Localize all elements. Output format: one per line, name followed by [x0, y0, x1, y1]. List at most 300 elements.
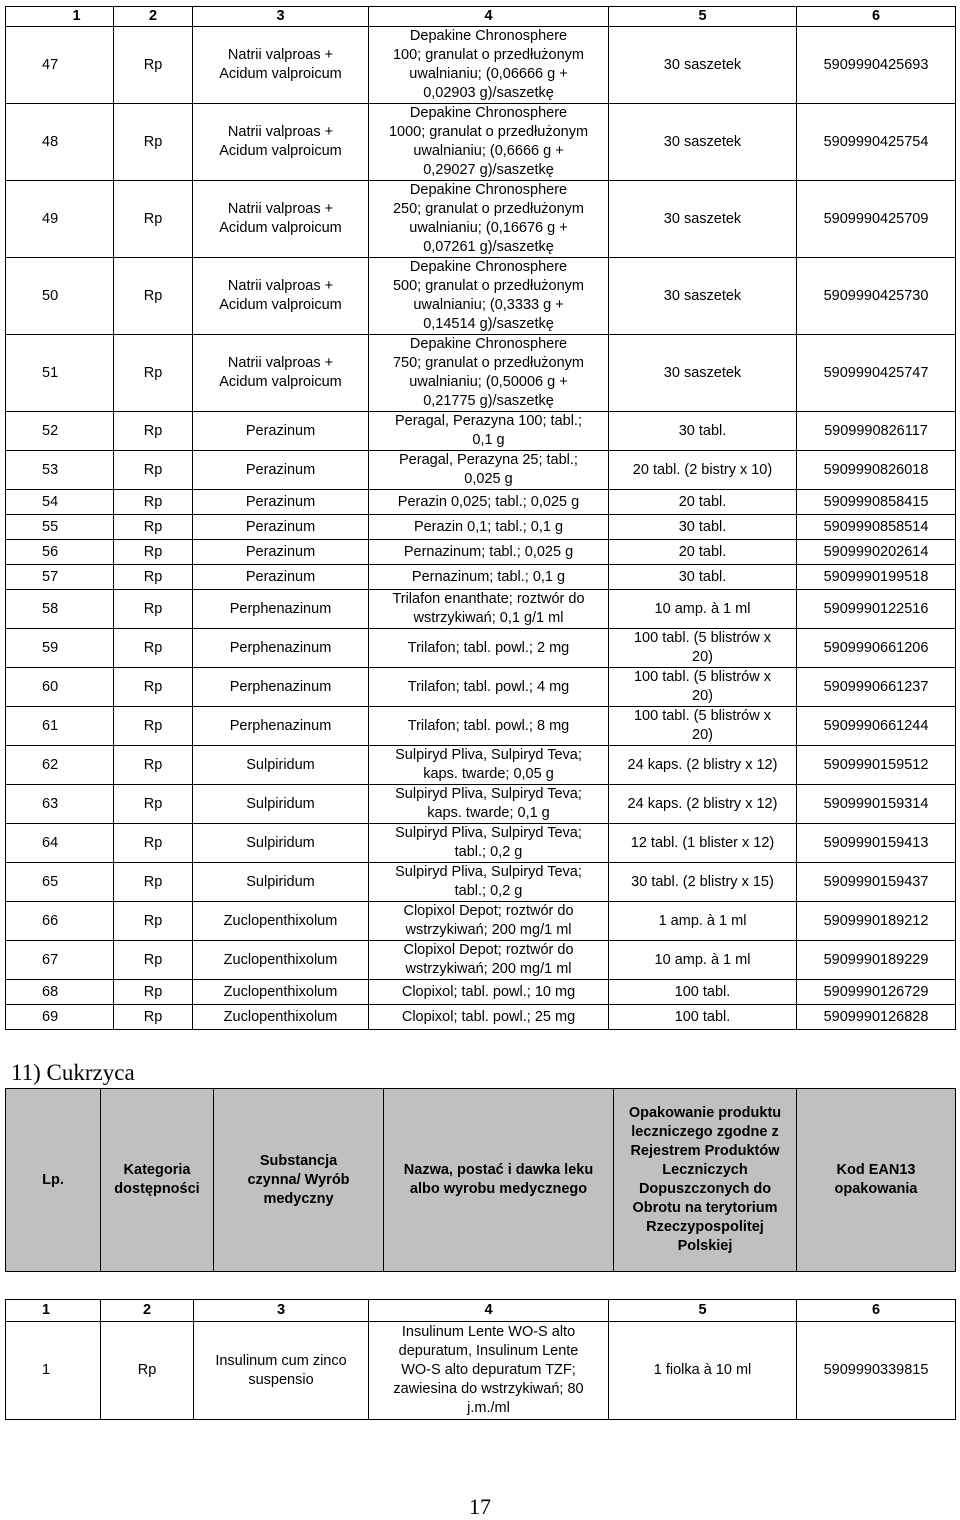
row-package [609, 824, 797, 863]
row-product-name-line: Clopixol; tabl. powl.; 25 mg [401, 1008, 576, 1025]
row-substance-line: Perphenazinum [229, 717, 332, 734]
row-product-name-line: Trilafon; tabl. powl.; 8 mg [407, 717, 570, 734]
column-number: 6 [797, 1300, 956, 1322]
row-product-name [369, 565, 609, 590]
row-lp: 60 [6, 668, 114, 707]
row-package [609, 258, 797, 335]
row-package [609, 980, 797, 1005]
row-product-name [369, 1322, 609, 1420]
row-product-name-line: Sulpiryd Pliva, Sulpiryd Teva; [395, 786, 582, 802]
row-product-name-line: 0,14514 g)/saszetkę [423, 316, 554, 332]
row-product-name-line: Clopixol Depot; roztwór do [403, 903, 574, 919]
row-product-name [369, 451, 609, 490]
row-ean: 5909990122516 [797, 590, 956, 629]
row-lp: 61 [6, 707, 114, 746]
row-category: Rp [114, 515, 193, 540]
header-cell [101, 1089, 214, 1272]
column-number: 3 [194, 1300, 369, 1322]
row-category: Rp [114, 902, 193, 941]
row-product-name-line: 0,1 g [472, 432, 505, 448]
row-category: Rp [114, 863, 193, 902]
row-package [609, 863, 797, 902]
row-product-name-line: 500; granulat o przedłużonym [392, 278, 585, 294]
row-product-name-line: 0,21775 g)/saszetkę [423, 393, 554, 409]
row-product-name-line: Depakine Chronosphere [409, 28, 568, 44]
column-number: 5 [609, 7, 797, 27]
row-ean: 5909990189212 [797, 902, 956, 941]
row-package [609, 707, 797, 746]
row-ean: 5909990126729 [797, 980, 956, 1005]
row-category: Rp [114, 565, 193, 590]
column-number-row [6, 7, 956, 27]
row-product-name [369, 490, 609, 515]
header-cell [797, 1089, 956, 1272]
row-substance-line: Natrii valproas + [227, 355, 334, 371]
row-ean: 5909990339815 [797, 1322, 956, 1420]
header-cell-line: Substancja [259, 1152, 338, 1169]
row-substance [193, 104, 369, 181]
row-lp: 65 [6, 863, 114, 902]
row-product-name [369, 980, 609, 1005]
header-cell-line: Leczniczych [662, 1162, 748, 1178]
row-ean: 5909990425730 [797, 258, 956, 335]
table-row [6, 258, 956, 335]
row-substance [193, 629, 369, 668]
header-cell-line: Rejestrem Produktów [630, 1143, 780, 1159]
header-cell-line: Rzeczypospolitej [646, 1219, 764, 1235]
row-product-name [369, 104, 609, 181]
row-package-line: 30 tabl. [678, 518, 727, 535]
row-product-name-line: Pernazinum; tabl.; 0,025 g [403, 543, 574, 560]
table-row [6, 412, 956, 451]
row-product-name-line: 0,29027 g)/saszetkę [423, 162, 554, 178]
header-cell-line: czynna/ Wyrób [247, 1171, 350, 1188]
row-ean: 5909990858415 [797, 490, 956, 515]
table-row [6, 863, 956, 902]
row-product-name [369, 629, 609, 668]
row-product-name-line: uwalnianiu; (0,6666 g + [413, 143, 564, 159]
row-package-line: 100 tabl. (5 blistrów x [633, 708, 771, 724]
row-product-name-line: Depakine Chronosphere [409, 259, 568, 275]
row-ean: 5909990189229 [797, 941, 956, 980]
row-package [609, 540, 797, 565]
row-lp: 67 [6, 941, 114, 980]
header-cell-line: albo wyrobu medycznego [409, 1181, 588, 1197]
row-product-name [369, 746, 609, 785]
table-row [6, 590, 956, 629]
row-category: Rp [114, 824, 193, 863]
row-substance-line: Acidum valproicum [219, 66, 342, 82]
row-product-name [369, 590, 609, 629]
header-cell-line: dostępności [114, 1181, 200, 1197]
row-category: Rp [114, 258, 193, 335]
row-substance [193, 941, 369, 980]
row-ean: 5909990126828 [797, 1005, 956, 1030]
row-product-name-line: 0,025 g [464, 471, 513, 487]
row-substance-line: Perazinum [245, 543, 316, 560]
header-cell-line: leczniczego zgodne z [631, 1124, 779, 1140]
row-substance-line: Perphenazinum [229, 600, 332, 617]
header-cell [614, 1089, 797, 1272]
row-category: Rp [114, 980, 193, 1005]
row-lp: 63 [6, 785, 114, 824]
row-product-name-line: Sulpiryd Pliva, Sulpiryd Teva; [395, 747, 582, 763]
row-ean: 5909990159314 [797, 785, 956, 824]
row-substance-line: Acidum valproicum [219, 143, 342, 159]
row-substance-line: Perazinum [245, 422, 316, 439]
table-row [6, 629, 956, 668]
row-package [609, 412, 797, 451]
row-ean: 5909990425693 [797, 27, 956, 104]
row-product-name [369, 515, 609, 540]
row-package [609, 515, 797, 540]
row-product-name-line: uwalnianiu; (0,50006 g + [409, 374, 568, 390]
row-category: Rp [114, 590, 193, 629]
row-product-name-line: Peragal, Perazyna 25; tabl.; [399, 452, 578, 468]
row-lp: 53 [6, 451, 114, 490]
row-substance [193, 412, 369, 451]
row-product-name-line: Sulpiryd Pliva, Sulpiryd Teva; [395, 864, 582, 880]
row-ean: 5909990425754 [797, 104, 956, 181]
row-product-name-line: wstrzykiwań; 0,1 g/1 ml [413, 610, 564, 626]
column-number: 6 [797, 7, 956, 27]
drug-table-psychiatric [5, 6, 956, 1030]
table-row [6, 941, 956, 980]
drug-table-diabetes [5, 1299, 956, 1420]
table-row [6, 540, 956, 565]
row-lp: 69 [6, 1005, 114, 1030]
row-ean: 5909990661244 [797, 707, 956, 746]
row-lp: 64 [6, 824, 114, 863]
row-substance-line: Zuclopenthixolum [223, 983, 338, 1000]
row-product-name-line: 1000; granulat o przedłużonym [388, 124, 589, 140]
row-lp: 62 [6, 746, 114, 785]
row-substance-line: Insulinum cum zinco [215, 1352, 347, 1369]
row-lp: 66 [6, 902, 114, 941]
row-product-name [369, 412, 609, 451]
table-row [6, 515, 956, 540]
row-substance [193, 590, 369, 629]
row-lp: 58 [6, 590, 114, 629]
row-product-name-line: 100; granulat o przedłużonym [392, 47, 585, 63]
column-number: 1 [6, 7, 114, 27]
row-substance [193, 335, 369, 412]
row-product-name-line: wstrzykiwań; 200 mg/1 ml [405, 961, 572, 977]
row-product-name-line: Trilafon; tabl. powl.; 2 mg [407, 639, 570, 656]
row-product-name-line: Perazin 0,1; tabl.; 0,1 g [413, 518, 564, 535]
column-number: 3 [193, 7, 369, 27]
row-product-name [369, 258, 609, 335]
table-row [6, 335, 956, 412]
row-substance-line: Zuclopenthixolum [223, 1008, 338, 1025]
row-substance-line: Zuclopenthixolum [223, 912, 338, 929]
row-package-line: 20 tabl. (2 bistry x 10) [632, 461, 773, 478]
row-product-name-line: Trilafon enanthate; roztwór do [392, 591, 585, 607]
row-package-line: 100 tabl. [674, 983, 731, 1000]
row-category: Rp [114, 181, 193, 258]
row-substance [193, 980, 369, 1005]
table-row [6, 565, 956, 590]
row-lp: 51 [6, 335, 114, 412]
row-category: Rp [114, 629, 193, 668]
row-substance-line: Natrii valproas + [227, 124, 334, 140]
row-product-name-line: Insulinum Lente WO-S alto [401, 1324, 576, 1340]
row-lp: 55 [6, 515, 114, 540]
row-category: Rp [114, 104, 193, 181]
column-header-table [5, 1088, 956, 1272]
row-package-line: 30 tabl. (2 blistry x 15) [631, 873, 774, 890]
row-product-name-line: Trilafon; tabl. powl.; 4 mg [407, 678, 570, 695]
row-product-name [369, 824, 609, 863]
row-category: Rp [114, 1005, 193, 1030]
row-substance-line: Sulpiridum [246, 834, 315, 851]
row-product-name-line: zawiesina do wstrzykiwań; 80 [393, 1381, 584, 1397]
row-package [609, 902, 797, 941]
row-package-line: 24 kaps. (2 blistry x 12) [627, 756, 778, 773]
row-ean: 5909990858514 [797, 515, 956, 540]
row-package [609, 785, 797, 824]
row-substance-line: suspensio [248, 1371, 314, 1388]
row-lp: 56 [6, 540, 114, 565]
row-package [609, 104, 797, 181]
row-product-name [369, 902, 609, 941]
row-package [609, 590, 797, 629]
row-product-name-line: WO-S alto depuratum TZF; [401, 1362, 576, 1378]
row-lp: 48 [6, 104, 114, 181]
row-product-name-line: 0,02903 g)/saszetkę [423, 85, 554, 101]
header-cell-line: opakowania [834, 1181, 918, 1197]
row-substance [193, 902, 369, 941]
row-package-line: 30 saszetek [663, 287, 742, 304]
row-substance [193, 824, 369, 863]
row-package [609, 27, 797, 104]
row-product-name-line: 750; granulat o przedłużonym [392, 355, 585, 371]
row-substance-line: Perazinum [245, 493, 316, 510]
row-substance-line: Sulpiridum [246, 873, 315, 890]
row-package [609, 181, 797, 258]
column-number-row [6, 1300, 956, 1322]
row-package [609, 451, 797, 490]
table-row [6, 668, 956, 707]
row-category: Rp [114, 746, 193, 785]
row-product-name-line: uwalnianiu; (0,16676 g + [409, 220, 568, 236]
header-cell-line: Lp. [42, 1171, 64, 1188]
row-substance [193, 707, 369, 746]
table-row [6, 1322, 956, 1420]
row-product-name-line: kaps. twarde; 0,1 g [427, 805, 550, 821]
row-product-name-line: Clopixol Depot; roztwór do [403, 942, 574, 958]
row-substance-line: Natrii valproas + [227, 278, 334, 294]
row-substance [193, 668, 369, 707]
row-package [609, 565, 797, 590]
row-package-line: 1 amp. à 1 ml [658, 912, 747, 929]
row-lp: 52 [6, 412, 114, 451]
row-package-line: 10 amp. à 1 ml [654, 600, 751, 617]
table-row [6, 27, 956, 104]
row-substance-line: Acidum valproicum [219, 220, 342, 236]
row-lp: 49 [6, 181, 114, 258]
column-number: 5 [609, 1300, 797, 1322]
row-substance [193, 490, 369, 515]
row-category: Rp [114, 335, 193, 412]
row-package [609, 746, 797, 785]
row-package-line: 20) [692, 727, 713, 743]
row-category: Rp [114, 412, 193, 451]
row-package-line: 30 saszetek [663, 133, 742, 150]
row-substance-line: Acidum valproicum [219, 374, 342, 390]
row-category: Rp [101, 1322, 194, 1420]
row-product-name-line: uwalnianiu; (0,06666 g + [409, 66, 568, 82]
row-substance-line: Natrii valproas + [227, 47, 334, 63]
table-row [6, 824, 956, 863]
row-substance-line: Sulpiridum [246, 795, 315, 812]
row-ean: 5909990202614 [797, 540, 956, 565]
header-cell-line: Kod EAN13 [836, 1162, 916, 1178]
row-product-name-line: Sulpiryd Pliva, Sulpiryd Teva; [395, 825, 582, 841]
row-product-name-line: 250; granulat o przedłużonym [392, 201, 585, 217]
header-cell-line: Dopuszczonych do [638, 1181, 772, 1197]
row-ean: 5909990826018 [797, 451, 956, 490]
row-package-line: 20 tabl. [678, 493, 727, 510]
row-package-line: 30 tabl. [678, 568, 727, 585]
row-package [609, 490, 797, 515]
row-substance [193, 181, 369, 258]
header-cell [384, 1089, 614, 1272]
row-package-line: 20 tabl. [678, 543, 727, 560]
row-substance [193, 451, 369, 490]
row-ean: 5909990199518 [797, 565, 956, 590]
row-package-line: 30 tabl. [678, 422, 727, 439]
row-substance [193, 27, 369, 104]
row-product-name [369, 181, 609, 258]
header-cell-line: Polskiej [677, 1238, 733, 1254]
header-cell-line: Obrotu na terytorium [632, 1200, 778, 1216]
row-category: Rp [114, 540, 193, 565]
row-substance [193, 785, 369, 824]
row-substance [193, 515, 369, 540]
row-category: Rp [114, 707, 193, 746]
row-package-line: 30 saszetek [663, 56, 742, 73]
row-product-name [369, 335, 609, 412]
table-row [6, 746, 956, 785]
row-product-name [369, 707, 609, 746]
row-product-name-line: Pernazinum; tabl.; 0,1 g [411, 568, 566, 585]
row-substance-line: Natrii valproas + [227, 201, 334, 217]
row-ean: 5909990159413 [797, 824, 956, 863]
row-package [609, 629, 797, 668]
row-package-line: 1 fiolka à 10 ml [653, 1362, 752, 1378]
column-number: 2 [101, 1300, 194, 1322]
row-substance [193, 863, 369, 902]
row-substance-line: Perazinum [245, 518, 316, 535]
row-package-line: 20) [692, 649, 713, 665]
row-lp: 50 [6, 258, 114, 335]
row-ean: 5909990159512 [797, 746, 956, 785]
header-cell [6, 1089, 101, 1272]
row-ean: 5909990661237 [797, 668, 956, 707]
page-number: 17 [469, 1494, 491, 1519]
row-product-name [369, 785, 609, 824]
row-package [609, 941, 797, 980]
row-product-name [369, 941, 609, 980]
row-substance-line: Perazinum [245, 568, 316, 585]
row-product-name-line: j.m./ml [467, 1400, 510, 1416]
row-product-name-line: Peragal, Perazyna 100; tabl.; [394, 413, 582, 429]
row-substance-line: Perphenazinum [229, 639, 332, 656]
row-product-name [369, 540, 609, 565]
row-product-name-line: tabl.; 0,2 g [454, 844, 523, 860]
row-package-line: 100 tabl. (5 blistrów x [633, 669, 771, 685]
row-package-line: 24 kaps. (2 blistry x 12) [627, 795, 778, 812]
row-substance-line: Perazinum [245, 461, 316, 478]
row-ean: 5909990826117 [797, 412, 956, 451]
row-substance [193, 258, 369, 335]
row-package-line: 10 amp. à 1 ml [654, 951, 751, 968]
row-category: Rp [114, 490, 193, 515]
row-package-line: 12 tabl. (1 blister x 12) [630, 834, 775, 851]
row-substance [193, 746, 369, 785]
row-lp: 57 [6, 565, 114, 590]
table-row [6, 902, 956, 941]
table-row [6, 181, 956, 258]
row-package-line: 30 saszetek [663, 210, 742, 227]
row-package-line: 30 saszetek [663, 364, 742, 381]
row-product-name [369, 863, 609, 902]
row-package-line: 100 tabl. [674, 1008, 731, 1025]
row-substance [194, 1322, 369, 1420]
row-package [609, 335, 797, 412]
row-product-name-line: depuratum, Insulinum Lente [398, 1343, 579, 1359]
row-product-name-line: Perazin 0,025; tabl.; 0,025 g [397, 493, 580, 510]
row-ean: 5909990425747 [797, 335, 956, 412]
section-title: 11) Cukrzyca [11, 1060, 135, 1085]
row-product-name-line: Depakine Chronosphere [409, 336, 568, 352]
row-category: Rp [114, 941, 193, 980]
row-lp: 68 [6, 980, 114, 1005]
row-product-name-line: wstrzykiwań; 200 mg/1 ml [405, 922, 572, 938]
table-row [6, 490, 956, 515]
row-ean: 5909990425709 [797, 181, 956, 258]
row-ean: 5909990661206 [797, 629, 956, 668]
table-row [6, 785, 956, 824]
row-package [609, 1005, 797, 1030]
header-cell-line: Kategoria [123, 1162, 191, 1178]
row-product-name-line: kaps. twarde; 0,05 g [423, 766, 554, 782]
row-product-name-line: Depakine Chronosphere [409, 182, 568, 198]
row-product-name-line: 0,07261 g)/saszetkę [423, 239, 554, 255]
row-product-name-line: uwalnianiu; (0,3333 g + [413, 297, 564, 313]
row-substance [193, 1005, 369, 1030]
row-lp: 47 [6, 27, 114, 104]
column-number: 2 [114, 7, 193, 27]
header-cell [214, 1089, 384, 1272]
header-cell-line: Nazwa, postać i dawka leku [403, 1162, 594, 1178]
row-product-name [369, 1005, 609, 1030]
table-row [6, 1005, 956, 1030]
table-row [6, 104, 956, 181]
row-lp: 54 [6, 490, 114, 515]
row-substance-line: Zuclopenthixolum [223, 951, 338, 968]
column-number: 4 [369, 7, 609, 27]
row-product-name [369, 668, 609, 707]
row-product-name-line: Depakine Chronosphere [409, 105, 568, 121]
row-package [609, 1322, 797, 1420]
row-category: Rp [114, 27, 193, 104]
row-ean: 5909990159437 [797, 863, 956, 902]
row-package-line: 100 tabl. (5 blistrów x [633, 630, 771, 646]
row-category: Rp [114, 451, 193, 490]
row-substance-line: Sulpiridum [246, 756, 315, 773]
